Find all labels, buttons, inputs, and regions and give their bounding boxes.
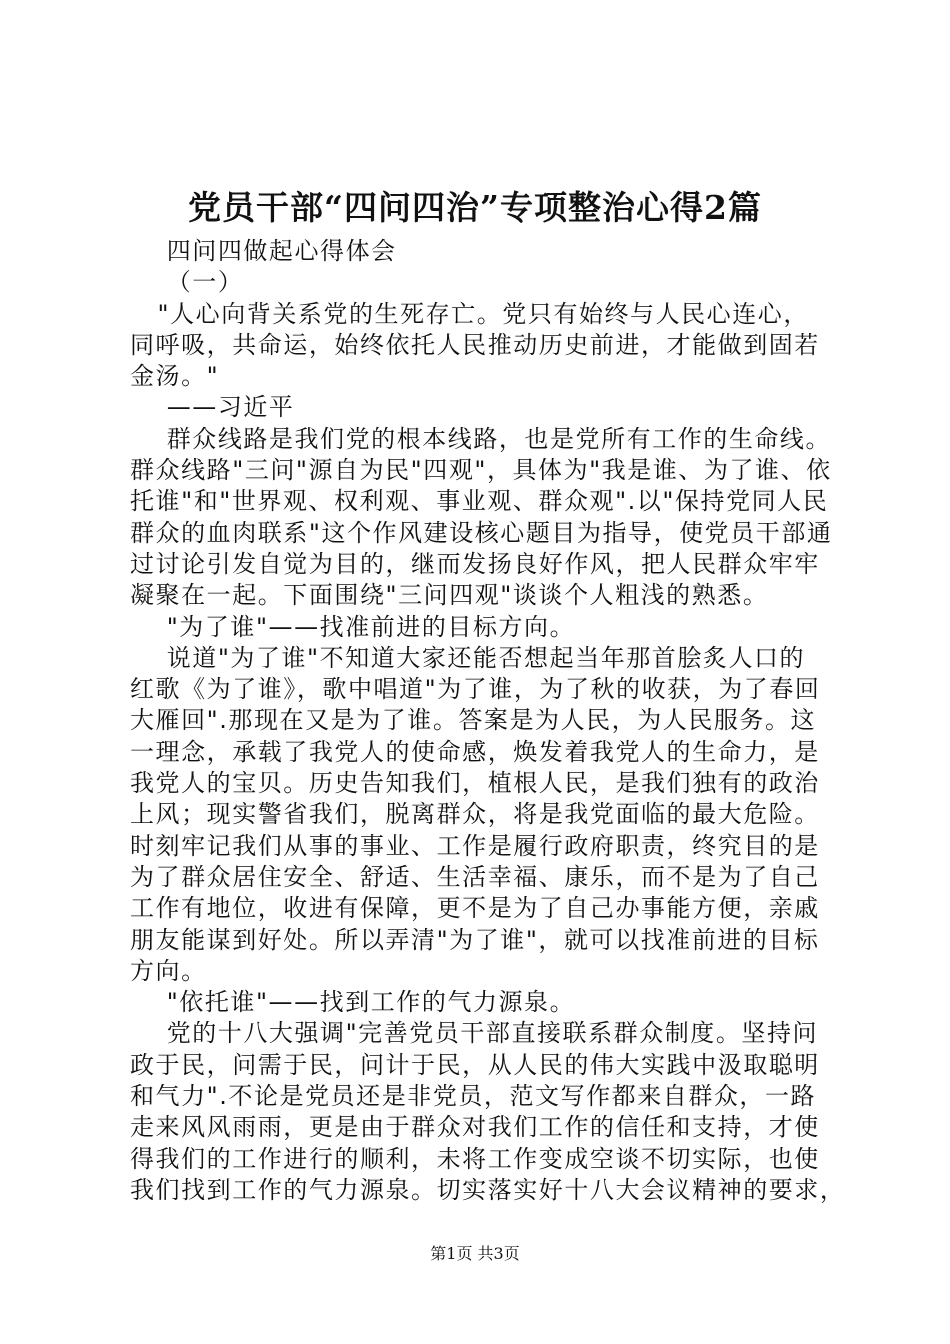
body-line: 走来风风雨雨，更是由于群众对我们工作的信任和支持，才使 (130, 1113, 820, 1142)
body-line: ——习近平 (130, 393, 295, 422)
body-line: 四问四做起心得体会 (130, 237, 397, 265)
body-line: （一） (130, 268, 244, 297)
body-line: 朋友能谋到好处。所以弄清"为了谁"，就可以找准前进的目标 (130, 925, 820, 954)
body-line: "为了谁"——找准前进的目标方向。 (130, 612, 576, 641)
body-line: 我党人的宝贝。历史告知我们，植根人民，是我们独有的政治 (130, 769, 820, 798)
body-line: 说道"为了谁"不知道大家还能否想起当年那首脍炙人口的 (130, 643, 806, 672)
body-line: "依托谁"——找到工作的气力源泉。 (130, 988, 576, 1017)
body-line: 为了群众居住安全、舒适、生活幸福、康乐，而不是为了自己 (130, 862, 820, 891)
body-line: 我们找到工作的气力源泉。切实落实好十八大会议精神的要求， (130, 1175, 846, 1204)
body-line: 群众线路"三问"源自为民"四观"，具体为"我是谁、为了谁、依 (130, 456, 832, 485)
body-line: 党的十八大强调"完善党员干部直接联系群众制度。坚持问 (130, 1019, 819, 1048)
page-footer: 第1页 共3页 (430, 1244, 520, 1263)
body-line: 方向。 (130, 956, 207, 985)
body-line: 过讨论引发自觉为目的，继而发扬良好作风，把人民群众牢牢 (130, 549, 820, 578)
document-body (130, 236, 846, 1206)
body-line: 托谁"和"世界观、权利观、事业观、群众观".以"保持党同人民 (130, 487, 829, 516)
body-line: 群众线路是我们党的根本线路，也是党所有工作的生命线。 (130, 424, 832, 453)
body-line: 红歌《为了谁》，歌中唱道"为了谁，为了秋的收获，为了春回 (130, 675, 821, 704)
body-line: 凝聚在一起。下面围绕"三问四观"谈谈个人粗浅的熟悉。 (130, 581, 769, 610)
body-line: 得我们的工作进行的顺利，未将工作变成空谈不切实际，也使 (130, 1144, 820, 1173)
body-line: 同呼吸，共命运，始终依托人民推动历史前进，才能做到固若 (130, 330, 820, 359)
body-line: "人心向背关系党的生死存亡。党只有始终与人民心连心， (130, 299, 809, 328)
body-line: 政于民，问需于民，问计于民，从人民的伟大实践中汲取聪明 (130, 1050, 820, 1079)
document-title: 党员干部“四问四治”专项整治心得2篇 (188, 188, 762, 227)
body-line: 大雁回".那现在又是为了谁。答案是为人民，为人民服务。这 (130, 706, 817, 735)
body-line: 金汤。" (130, 362, 220, 391)
body-line: 时刻牢记我们从事的事业、工作是履行政府职责，终究目的是 (130, 831, 820, 860)
body-line: 和气力".不论是党员还是非党员，范文写作都来自群众，一路 (130, 1082, 817, 1111)
body-line: 工作有地位，收进有保障，更不是为了自己办事能方便，亲戚 (130, 894, 820, 923)
body-line: 一理念，承载了我党人的使命感，焕发着我党人的生命力，是 (130, 737, 820, 766)
body-line: 群众的血肉联系"这个作风建设核心题目为指导，使党员干部通 (130, 518, 833, 547)
body-line: 上风；现实警省我们，脱离群众，将是我党面临的最大危险。 (130, 800, 820, 829)
